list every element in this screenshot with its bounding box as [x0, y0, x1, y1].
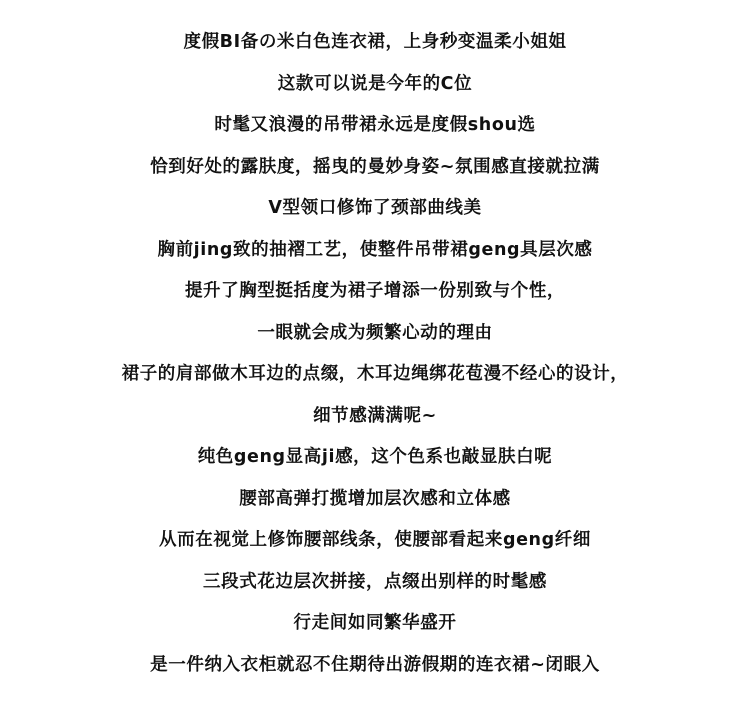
description-line: 恰到好处的露肤度，摇曳的曼妙身姿~氛围感直接就拉满 — [150, 156, 600, 177]
description-line: 行走间如同繁华盛开 — [293, 613, 457, 633]
description-line: V型领口修饰了颈部曲线美 — [268, 198, 482, 218]
description-line: 胸前jing致的抽褶工艺，使整件吊带裙geng具层次感 — [157, 239, 593, 260]
description-line: 裙子的肩部做木耳边的点缀，木耳边绳绑花苞漫不经心的设计， — [121, 364, 629, 384]
description-line: 是一件纳入衣柜就忍不住期待出游假期的连衣裙~闭眼入 — [150, 654, 600, 675]
description-line: 腰部高弹打揽增加层次感和立体感 — [239, 488, 511, 509]
description-line: 从而在视觉上修饰腰部线条，使腰部看起来geng纤细 — [159, 530, 591, 550]
description-line: 三段式花边层次拼接，点缀出别样的时髦感 — [203, 571, 547, 592]
description-line: 提升了胸型挺括度为裙子增添一份别致与个性， — [184, 281, 566, 301]
description-line: 这款可以说是今年的C位 — [277, 73, 473, 94]
description-line: 细节感满满呢~ — [313, 405, 437, 426]
description-line: 纯色geng显高ji感，这个色系也敲显肤白呢 — [197, 447, 553, 467]
description-line: 时髦又浪漫的吊带裙永远是度假shou选 — [214, 115, 536, 135]
description-line: 一眼就会成为频繁心动的理由 — [257, 322, 493, 343]
product-description — [0, 22, 750, 686]
description-line: 度假BI备の米白色连衣裙，上身秒变温柔小姐姐 — [183, 32, 567, 52]
